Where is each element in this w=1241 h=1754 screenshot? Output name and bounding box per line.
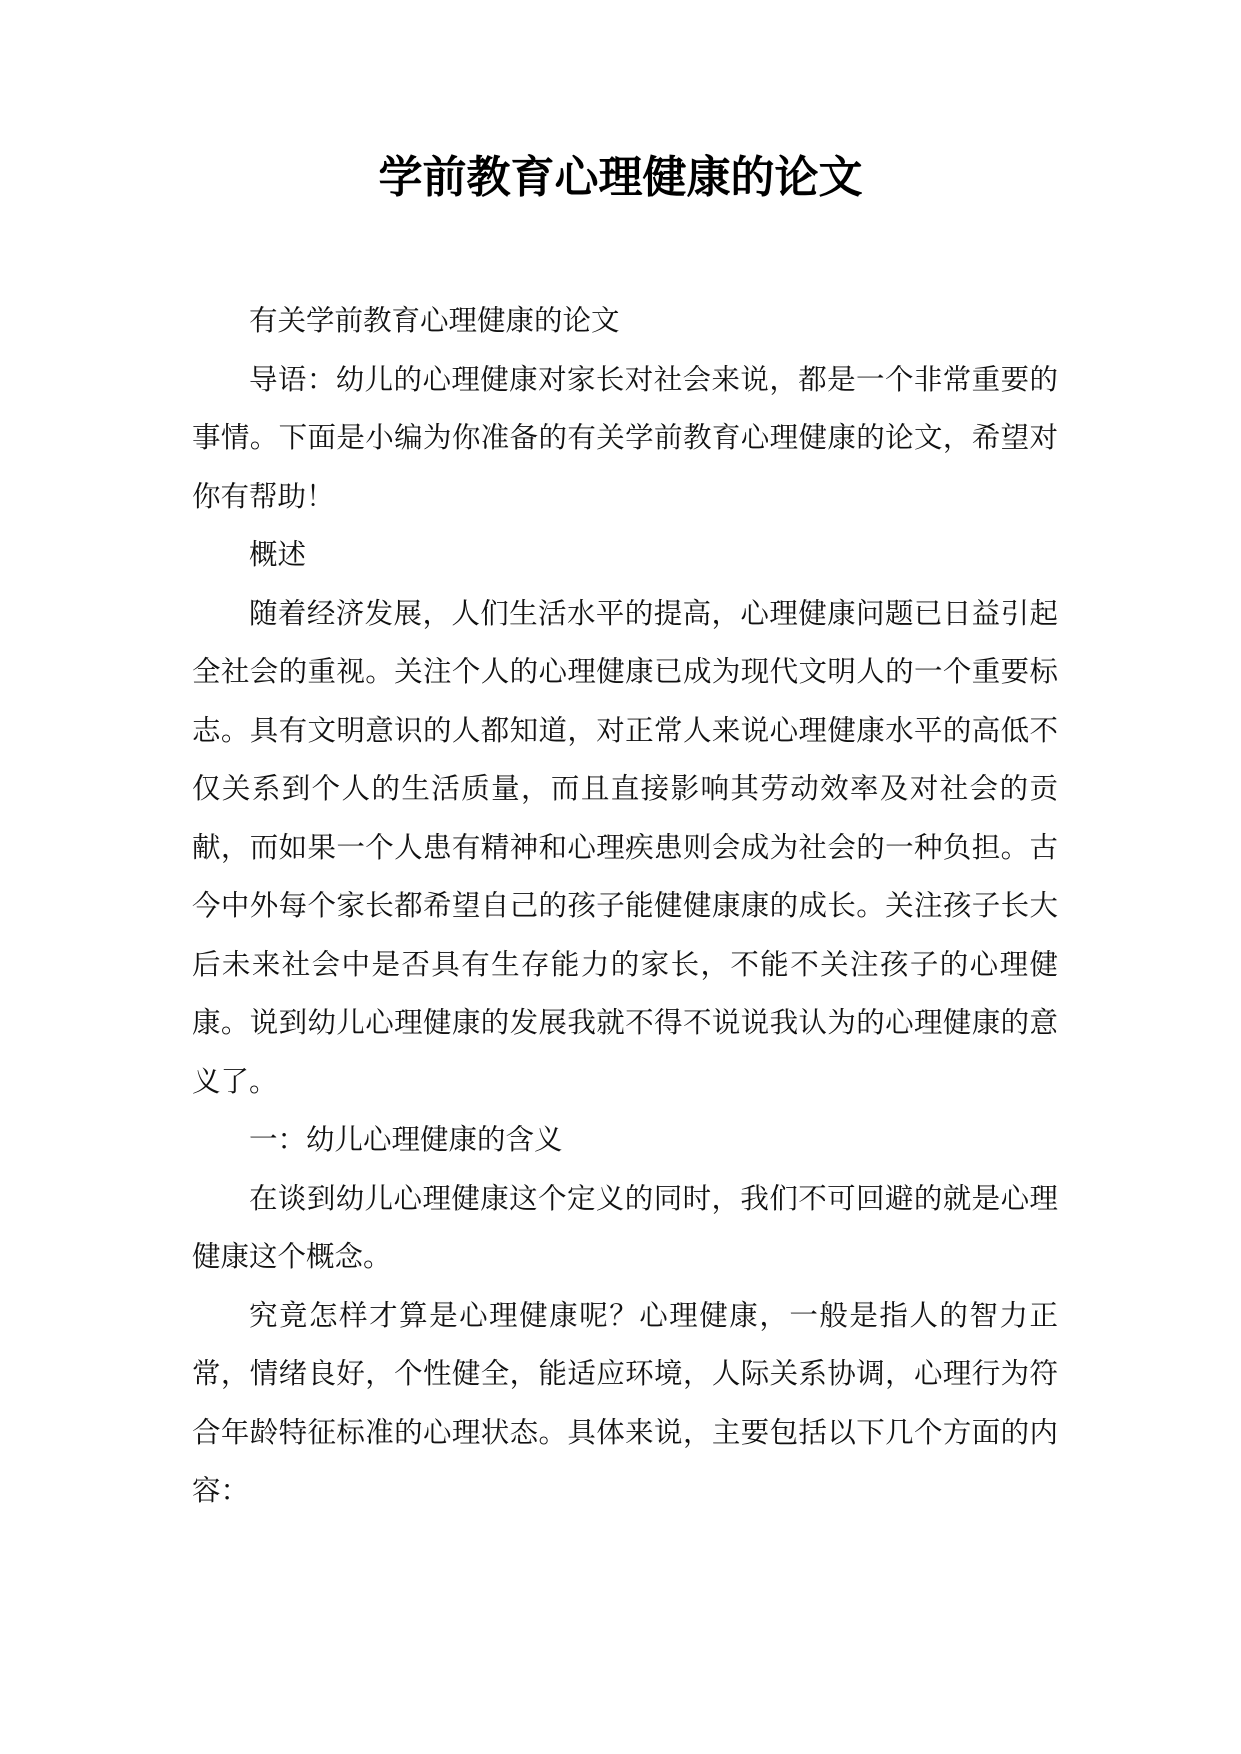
- paragraph-mental-health: 究竟怎样才算是心理健康呢？心理健康，一般是指人的智力正常，情绪良好，个性健全，能适应环境，人际关系协调，心理行为符合年龄特征标准的心理状态。具体来说，主要包括以下几个方面的内容：: [192, 1298, 1058, 1507]
- paragraph-overview: 随着经济发展，人们生活水平的提高，心理健康问题已日益引起全社会的重视。关注个人的心理健康已成为现代文明人的一个重要标志。具有文明意识的人都知道，对正常人来说心理健康水平的高低不仅关系到个人的生活质量，而且直接影响其劳动效率及对社会的贡献，而如果一个人患有精神和心理疾患则会成为社会的一种负担。古今中外每个家长都希望自己的孩子能健健康康的成长。关注孩子长大后未来社会中是否具有生存能力的家长，不能不关注孩子的心理健康。说到幼儿心理健康的发展我就不得不说说我认为的心理健康的意义了。: [192, 596, 1058, 1098]
- paragraph-definition: 在谈到幼儿心理健康这个定义的同时，我们不可回避的就是心理健康这个概念。: [192, 1181, 1058, 1273]
- document-body: [192, 292, 1058, 1521]
- paragraph-subtitle: 有关学前教育心理健康的论文: [249, 304, 620, 337]
- paragraph-section-one-heading: 一：幼儿心理健康的含义: [249, 1123, 563, 1156]
- paragraph-overview-heading: 概述: [249, 538, 307, 571]
- document-title: 学前教育心理健康的论文: [378, 152, 863, 203]
- paragraph-intro: 导语：幼儿的心理健康对家长对社会来说，都是一个非常重要的事情。下面是小编为你准备的有关学前教育心理健康的论文，希望对你有帮助！: [192, 362, 1058, 513]
